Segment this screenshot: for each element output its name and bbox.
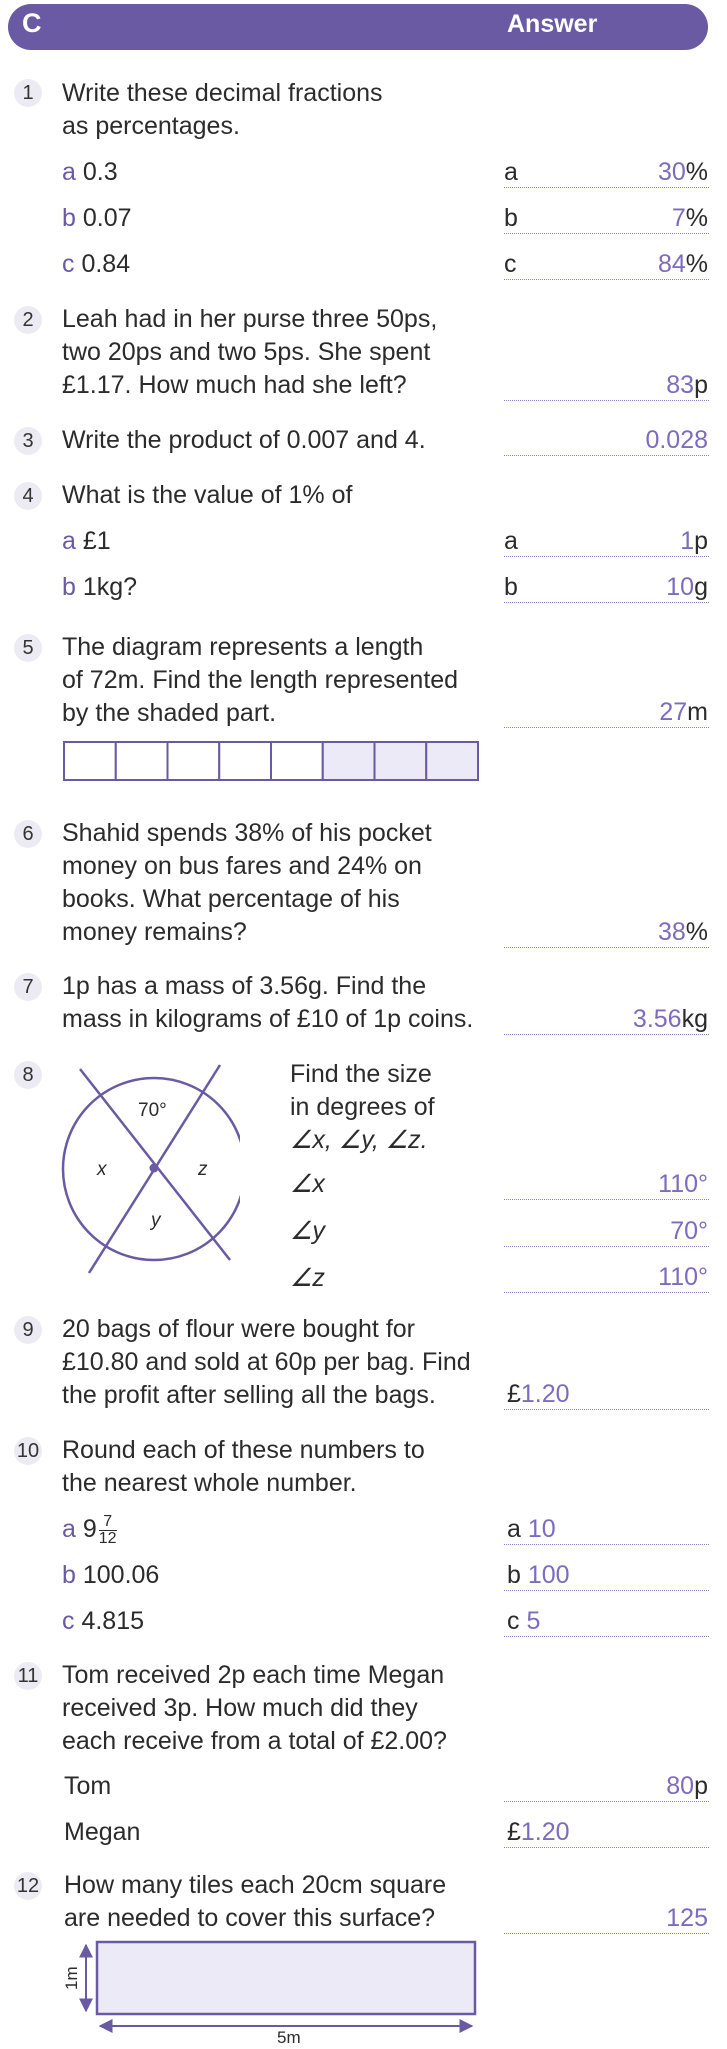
answer-value: 110° <box>658 1170 708 1198</box>
part-label: ∠y <box>290 1217 325 1245</box>
answer-value: 84% <box>657 250 708 278</box>
part-label: ∠z <box>290 1264 325 1292</box>
question-text: How many tiles each 20cm square are needed to cover this surface? <box>64 1871 447 1932</box>
bar-segment <box>219 742 271 780</box>
surface-diagram <box>60 1938 490 2046</box>
answer-value: b 100 <box>507 1561 570 1589</box>
section-letter: C <box>22 8 42 38</box>
answer-value: 110° <box>658 1263 708 1291</box>
answer-line <box>504 556 709 557</box>
question-number: 6 <box>14 820 42 848</box>
answer-line <box>504 1590 709 1591</box>
question-text: Write the product of 0.007 and 4. <box>62 426 426 454</box>
answer-line <box>504 1292 709 1293</box>
part-a: a £1 <box>62 527 111 555</box>
question-number: 10 <box>14 1437 42 1465</box>
answer-value: £1.20 <box>507 1380 570 1408</box>
question-number: 8 <box>14 1061 42 1089</box>
answer-label: c <box>504 250 517 278</box>
bar-segment <box>64 742 116 780</box>
question-number: 2 <box>14 306 42 334</box>
bar-segment <box>116 742 168 780</box>
answer-line <box>504 1933 709 1934</box>
question-text: Tom received 2p each time Megan received 3p. How much did they each receive from a total of £2.00? <box>62 1661 447 1755</box>
angle-label: 70° <box>138 1100 167 1121</box>
answer-line <box>504 400 709 401</box>
answer-label: a <box>504 158 518 186</box>
question-text: Round each of these numbers to the nearest whole number. <box>62 1436 425 1497</box>
answer-value: 70° <box>670 1217 708 1245</box>
question-number: 5 <box>14 634 42 662</box>
shaded-segment <box>426 742 478 780</box>
answer-value: 1p <box>680 527 708 555</box>
part-a: a 0.3 <box>62 158 118 186</box>
answer-value: 38% <box>657 918 708 946</box>
width-label: 5m <box>277 2028 301 2046</box>
answer-value: 27m <box>659 698 708 726</box>
answer-label: b <box>504 573 518 601</box>
question-text: The diagram represents a length of 72m. Find the length represented by the shaded part. <box>62 633 459 727</box>
answer-line <box>504 727 709 728</box>
question-text: 20 bags of flour were bought for £10.80 and sold at 60p per bag. Find the profit after selling all the bags. <box>62 1315 471 1409</box>
part-a: a 9 $\frac{7}{12}$ <box>62 1512 117 1547</box>
answer-line <box>504 233 709 234</box>
question-number: 7 <box>14 973 42 1001</box>
question-number: 3 <box>14 427 42 455</box>
answer-line <box>504 1246 709 1247</box>
question-text: Leah had in her purse three 50ps, two 20ps and two 5ps. She spent £1.17. How much had she left? <box>62 305 438 399</box>
answer-line <box>504 1034 709 1035</box>
answer-value: a 10 <box>507 1515 556 1543</box>
angle-z: z <box>198 1159 208 1180</box>
question-number: 11 <box>14 1662 42 1690</box>
bar-segment <box>271 742 323 780</box>
part-b: b 100.06 <box>62 1561 160 1589</box>
question-text: Write these decimal fractions as percentages. <box>62 79 383 140</box>
question-text: Find the size in degrees of ∠x, ∠y, ∠z. <box>290 1060 435 1154</box>
answer-line <box>504 187 709 188</box>
answer-line <box>504 1409 709 1410</box>
answer-value: 30% <box>657 158 708 186</box>
answer-value: 125 <box>666 1904 708 1932</box>
answer-line <box>504 947 709 948</box>
answer-value: 80p <box>666 1772 708 1800</box>
question-text: What is the value of 1% of <box>62 481 353 509</box>
part-c: c 4.815 <box>62 1607 145 1635</box>
part-label: ∠x <box>290 1170 325 1198</box>
length-bar-diagram <box>62 740 482 782</box>
part-c: c 0.84 <box>62 250 131 278</box>
part-label: Megan <box>64 1818 141 1846</box>
answer-value: £1.20 <box>507 1818 570 1846</box>
question-text: Shahid spends 38% of his pocket money on bus fares and 24% on books. What percentage of his money remains? <box>62 819 432 946</box>
answer-label: b <box>504 204 518 232</box>
answer-value: 10g <box>666 573 708 601</box>
answer-value: c 5 <box>507 1607 541 1635</box>
question-number: 1 <box>14 79 42 107</box>
section-header <box>8 4 708 50</box>
circle-angles-diagram <box>60 1060 240 1280</box>
shaded-segment <box>323 742 375 780</box>
answer-line <box>504 1801 709 1802</box>
angle-x: x <box>97 1159 107 1180</box>
answer-line <box>504 602 709 603</box>
answer-value: 83p <box>666 371 708 399</box>
part-b: b 0.07 <box>62 204 132 232</box>
height-label: 1m <box>62 1966 81 1990</box>
intersection-point <box>150 1164 159 1173</box>
answer-line <box>504 1199 709 1200</box>
question-number: 4 <box>14 482 42 510</box>
answer-line <box>504 455 709 456</box>
shaded-segment <box>375 742 427 780</box>
answer-line <box>504 1847 709 1848</box>
fraction: $\frac{7}{12}$ <box>98 1512 117 1547</box>
bar-segment <box>168 742 220 780</box>
part-b: b 1kg? <box>62 573 138 601</box>
answer-label: a <box>504 527 518 555</box>
answer-line <box>504 279 709 280</box>
answer-value: 3.56kg <box>632 1005 708 1033</box>
angle-y: y <box>151 1210 161 1231</box>
answer-value: 0.028 <box>645 426 708 454</box>
surface-rectangle <box>97 1942 475 2014</box>
answer-line <box>504 1544 709 1545</box>
question-number: 12 <box>14 1872 42 1900</box>
answer-value: 7% <box>671 204 708 232</box>
question-text: 1p has a mass of 3.56g. Find the mass in kilograms of £10 of 1p coins. <box>62 972 474 1033</box>
answer-column-label: Answer <box>507 10 598 38</box>
part-label: Tom <box>64 1772 112 1800</box>
question-number: 9 <box>14 1316 42 1344</box>
answer-line <box>504 1636 709 1637</box>
